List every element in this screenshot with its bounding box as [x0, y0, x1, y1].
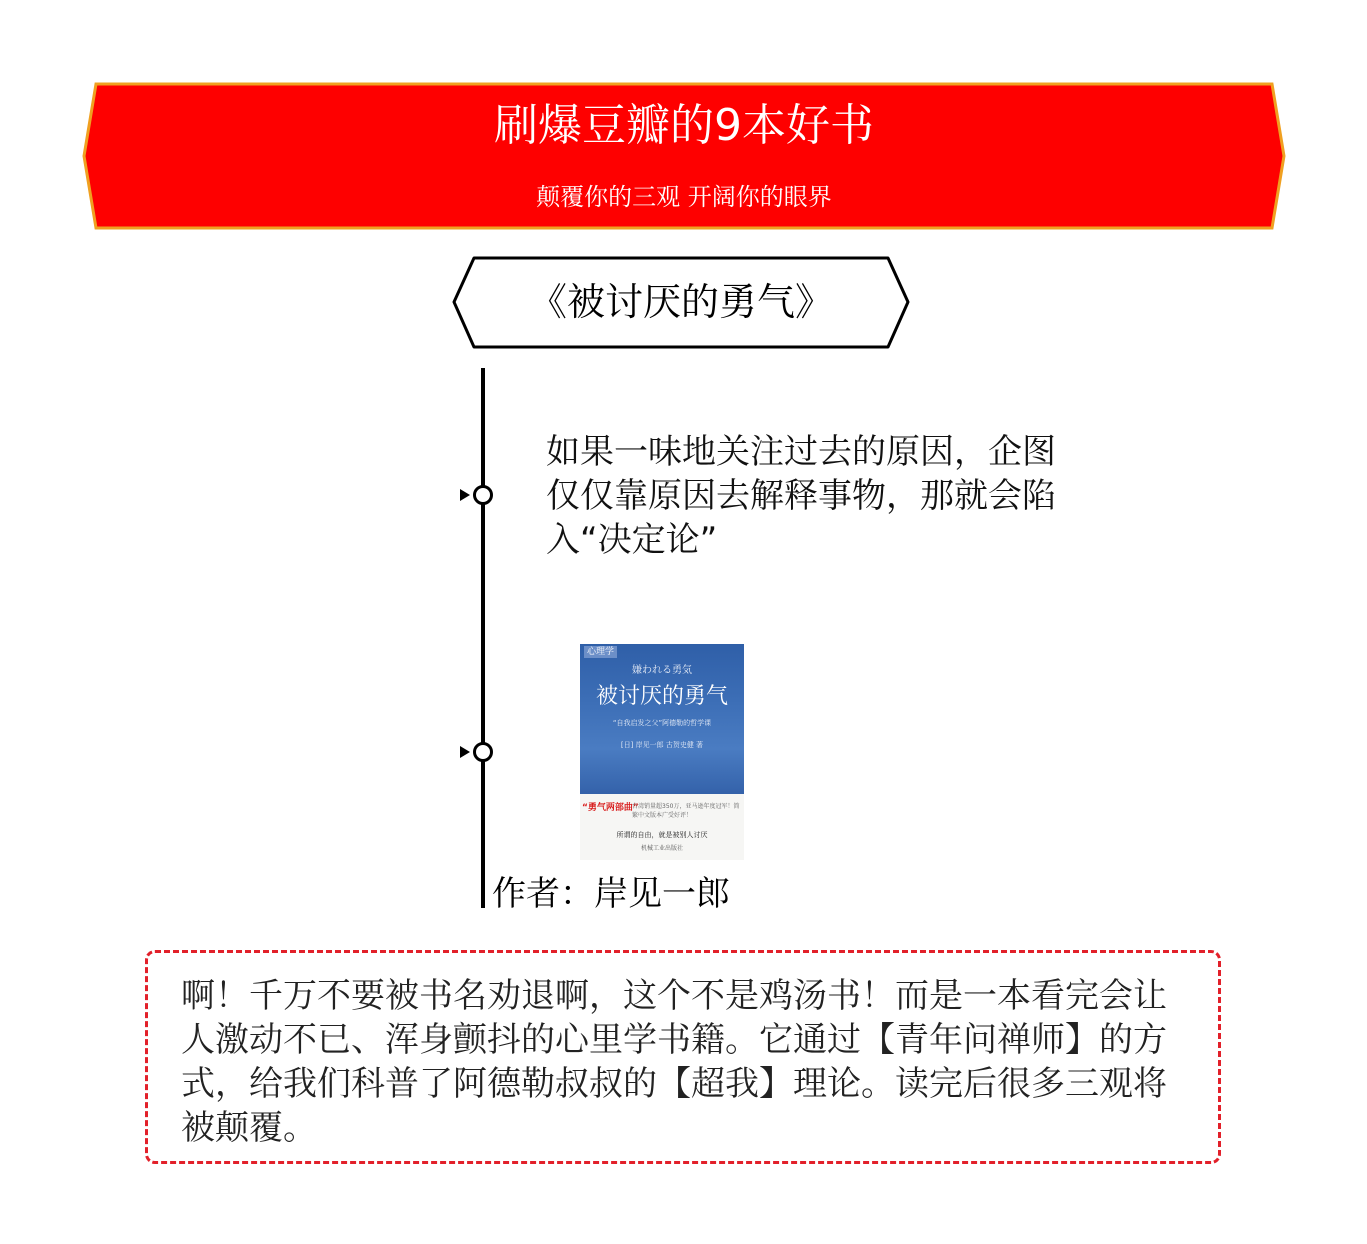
- book-title-box: [452, 256, 910, 349]
- page-title: 刷爆豆瓣的9本好书: [494, 100, 874, 151]
- cover-japanese-title: 嫌われる勇気: [632, 665, 692, 676]
- book-quote: 如果一味地关注过去的原因，企图仅仅靠原因去解释事物，那就会陷入“决定论”: [546, 432, 1056, 560]
- cover-tagline: “自我启发之父”阿德勒的哲学课: [612, 719, 712, 727]
- cover-series-label: 心理学: [584, 646, 617, 658]
- timeline-arrow-icon: [460, 746, 470, 758]
- cover-note: 台湾销量超350万，亚马逊年度冠军！简繁中文版本广受好评！: [632, 803, 740, 819]
- cover-publisher: 机械工业出版社: [640, 845, 683, 852]
- book-author: 作者：岸见一郎: [492, 874, 730, 914]
- page-subtitle: 颠覆你的三观 开阔你的眼界: [536, 183, 832, 211]
- book-title: 《被讨厌的勇气》: [528, 280, 833, 324]
- book-cover-image: [580, 644, 744, 860]
- timeline-line: [481, 368, 485, 908]
- cover-badge: “勇气两部曲”: [582, 803, 639, 813]
- timeline-node: [473, 742, 493, 762]
- cover-bottom-band: [580, 794, 744, 860]
- timeline-arrow-icon: [460, 489, 470, 501]
- comment-text: 啊！千万不要被书名劝退啊，这个不是鸡汤书！而是一本看完会让人激动不已、浑身颤抖的心里学书籍。它通过【青年问禅师】的方式，给我们科普了阿德勒叔叔的【超我】理论。读完后很多三观将被颠覆。: [181, 976, 1167, 1148]
- cover-authors: [日] 岸见一郎 古贺史健 著: [620, 741, 704, 749]
- timeline-node: [473, 485, 493, 505]
- cover-main-title: 被讨厌的勇气: [595, 684, 728, 709]
- header-banner: [82, 82, 1286, 230]
- cover-slogan: 所谓的自由，就是被别人讨厌: [616, 831, 708, 839]
- comment-box: [145, 950, 1221, 1164]
- cover-artwork: [580, 644, 744, 794]
